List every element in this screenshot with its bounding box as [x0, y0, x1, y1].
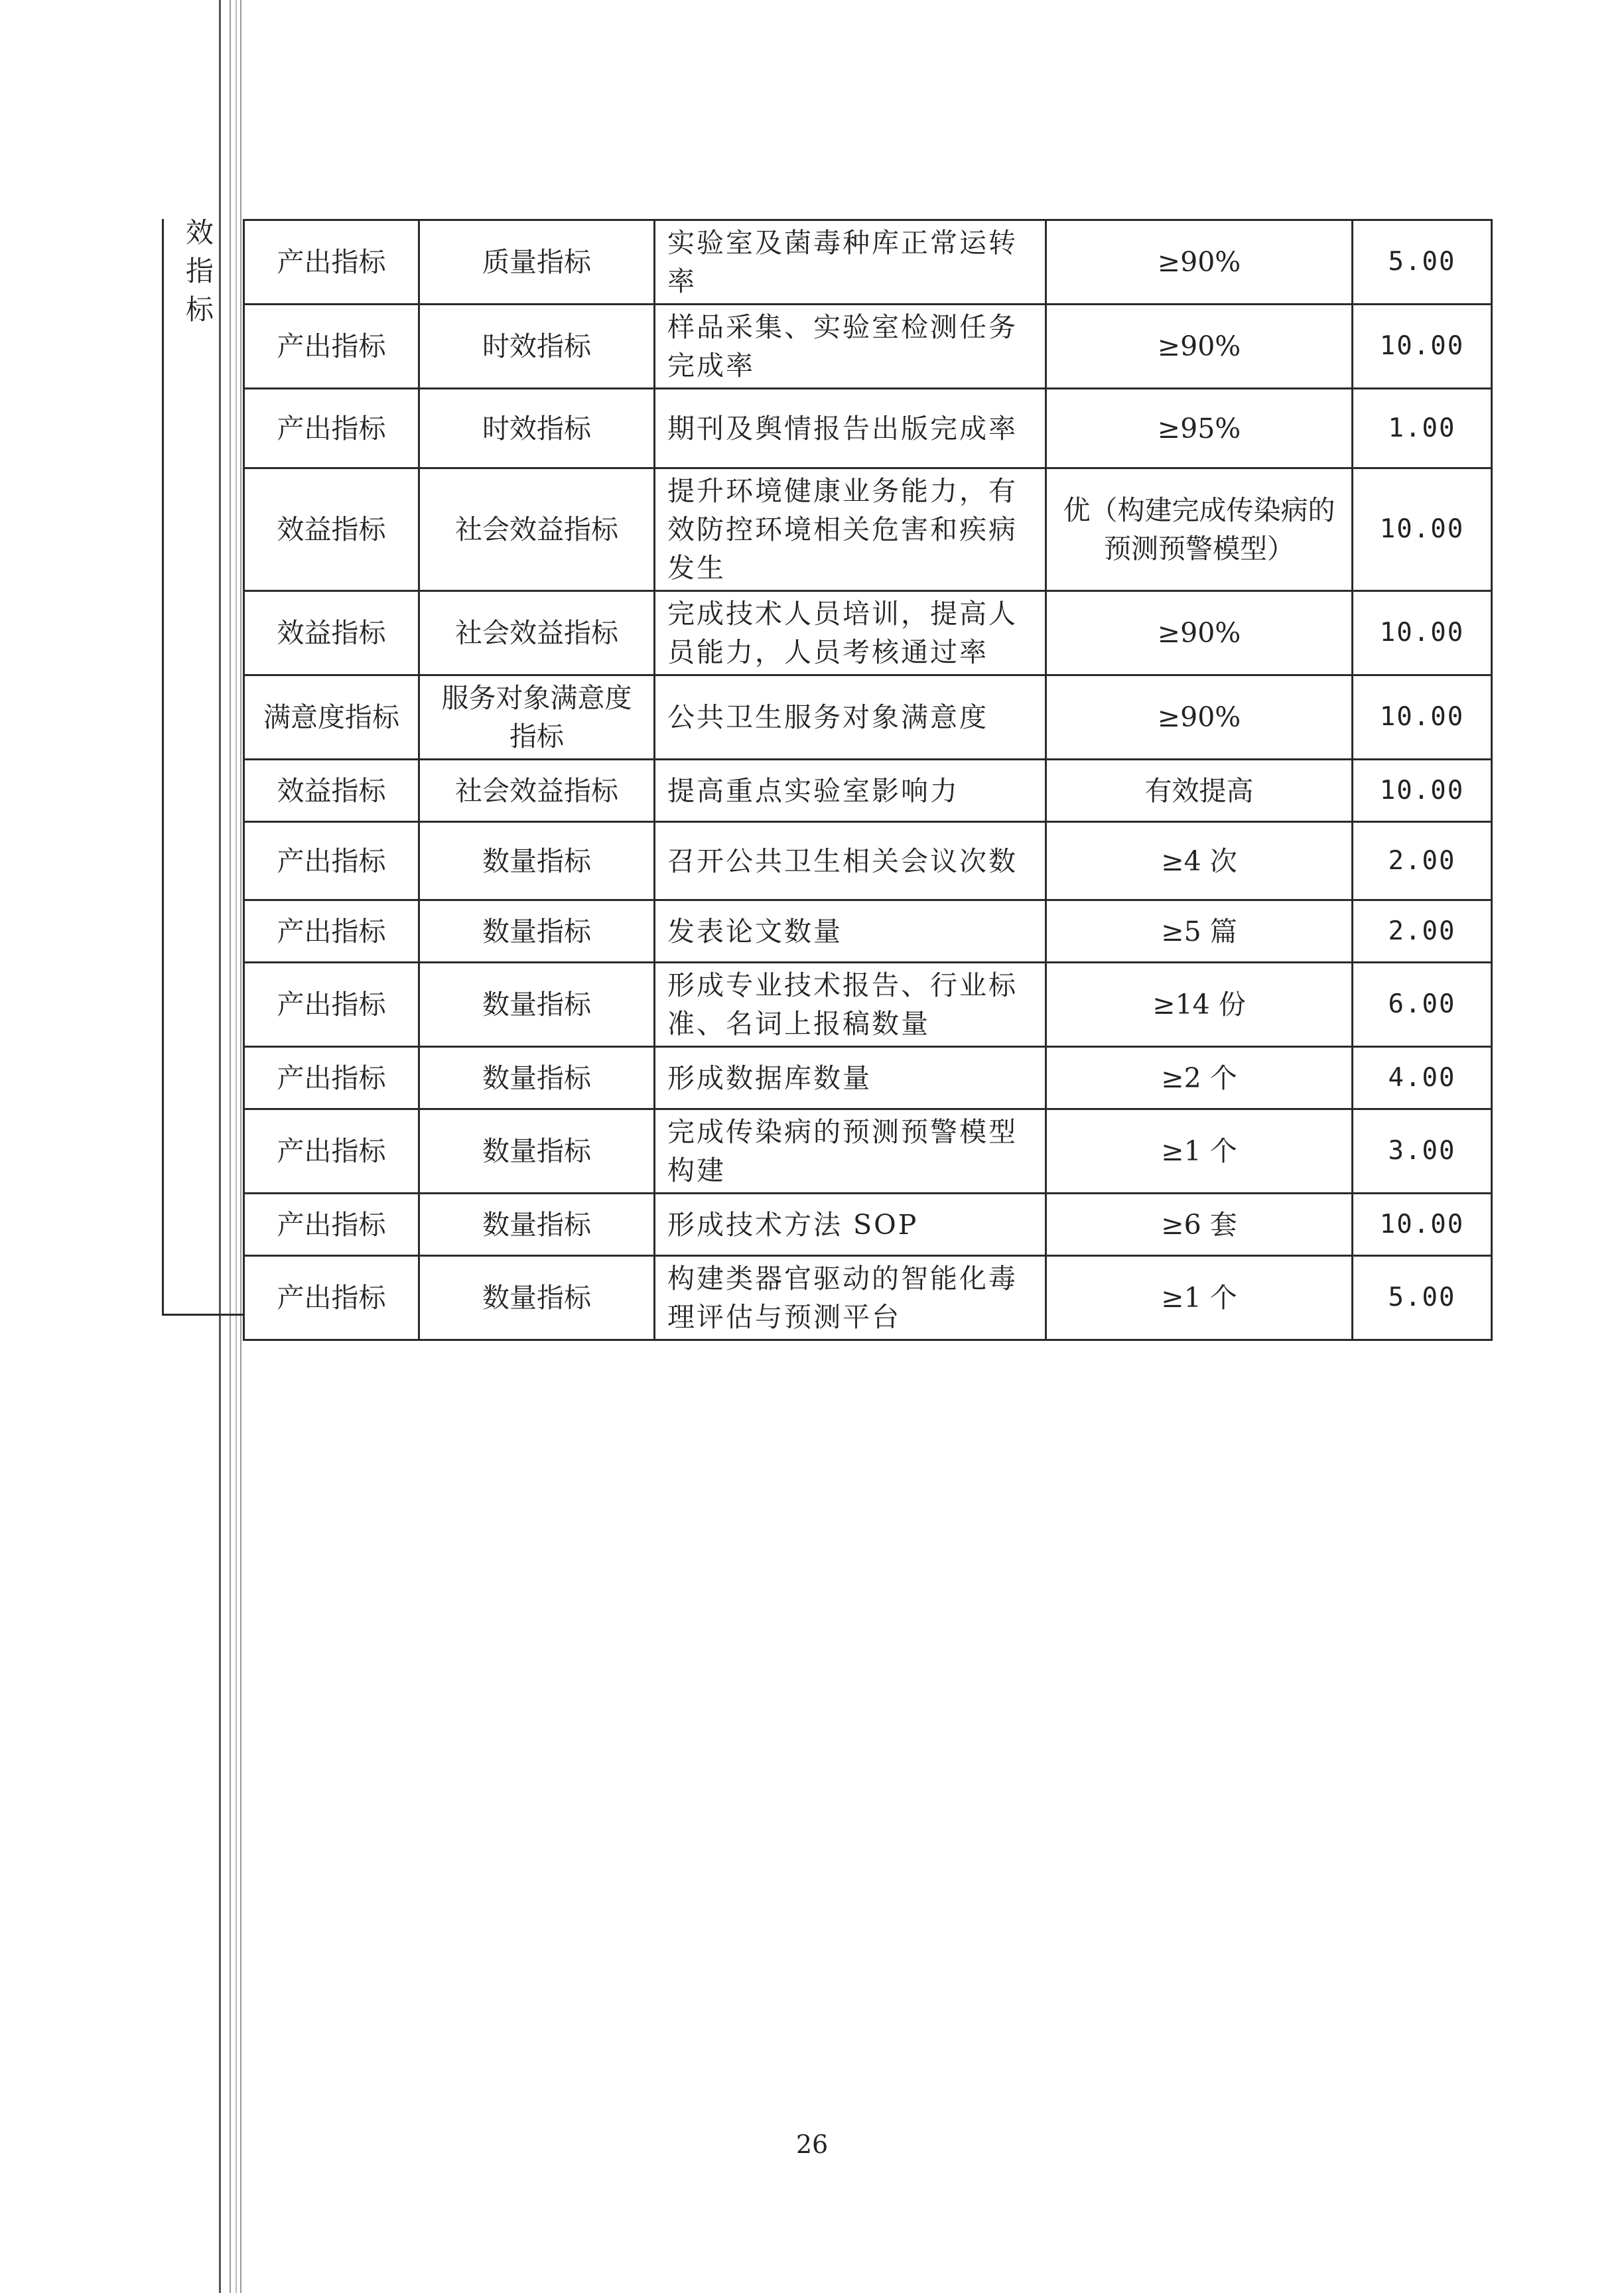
target-value-cell: ≥90% [1046, 675, 1353, 760]
indicator-name-cell: 构建类器官驱动的智能化毒理评估与预测平台 [655, 1256, 1046, 1340]
indicator-name-cell: 提升环境健康业务能力，有效防控环境相关危害和疾病发生 [655, 468, 1046, 591]
indicator-name-cell: 完成技术人员培训，提高人员能力，人员考核通过率 [655, 591, 1046, 675]
section-label-char: 效 [185, 216, 214, 249]
score-cell: 10.00 [1353, 1194, 1492, 1256]
table-row [244, 822, 1492, 900]
target-value-cell: 有效提高 [1046, 760, 1353, 822]
table-row [244, 220, 1492, 305]
indicator-name-cell: 形成技术方法 SOP [655, 1194, 1046, 1256]
indicator-table [243, 219, 1493, 1341]
score-cell: 10.00 [1353, 305, 1492, 389]
score-cell: 5.00 [1353, 220, 1492, 305]
score-cell: 2.00 [1353, 900, 1492, 963]
level1-cell: 产出指标 [244, 900, 419, 963]
table-row [244, 760, 1492, 822]
level1-cell: 产出指标 [244, 963, 419, 1047]
level1-cell: 效益指标 [244, 760, 419, 822]
scan-line [236, 0, 237, 2293]
table-row [244, 1256, 1492, 1340]
target-value-cell: 优（构建完成传染病的预测预警模型） [1046, 468, 1353, 591]
table-frame-bottom [162, 1314, 244, 1316]
level1-cell: 产出指标 [244, 305, 419, 389]
score-cell: 1.00 [1353, 389, 1492, 468]
table-row [244, 305, 1492, 389]
indicator-name-cell: 发表论文数量 [655, 900, 1046, 963]
indicator-name-cell: 公共卫生服务对象满意度 [655, 675, 1046, 760]
scan-line [240, 0, 241, 2293]
score-cell: 10.00 [1353, 760, 1492, 822]
table-row [244, 591, 1492, 675]
level2-cell: 数量指标 [419, 1047, 655, 1109]
level2-cell: 社会效益指标 [419, 468, 655, 591]
table-row [244, 468, 1492, 591]
level2-cell: 质量指标 [419, 220, 655, 305]
level1-cell: 产出指标 [244, 1109, 419, 1194]
score-cell: 6.00 [1353, 963, 1492, 1047]
table-row [244, 389, 1492, 468]
indicator-name-cell: 召开公共卫生相关会议次数 [655, 822, 1046, 900]
level2-cell: 时效指标 [419, 305, 655, 389]
level1-cell: 产出指标 [244, 220, 419, 305]
score-cell: 10.00 [1353, 675, 1492, 760]
level2-cell: 数量指标 [419, 900, 655, 963]
target-value-cell: ≥1 个 [1046, 1256, 1353, 1340]
target-value-cell: ≥5 篇 [1046, 900, 1353, 963]
table-row [244, 1109, 1492, 1194]
indicator-name-cell: 期刊及舆情报告出版完成率 [655, 389, 1046, 468]
level1-cell: 产出指标 [244, 1256, 419, 1340]
target-value-cell: ≥6 套 [1046, 1194, 1353, 1256]
table-row [244, 675, 1492, 760]
level1-cell: 产出指标 [244, 822, 419, 900]
table-row [244, 1047, 1492, 1109]
target-value-cell: ≥14 份 [1046, 963, 1353, 1047]
table-row [244, 963, 1492, 1047]
scan-line [219, 0, 221, 2293]
level2-cell: 数量指标 [419, 1194, 655, 1256]
level1-cell: 产出指标 [244, 1047, 419, 1109]
scan-line [230, 0, 231, 2293]
table-row [244, 900, 1492, 963]
score-cell: 2.00 [1353, 822, 1492, 900]
level2-cell: 数量指标 [419, 963, 655, 1047]
level1-cell: 满意度指标 [244, 675, 419, 760]
indicator-name-cell: 形成专业技术报告、行业标准、名词上报稿数量 [655, 963, 1046, 1047]
target-value-cell: ≥1 个 [1046, 1109, 1353, 1194]
level2-cell: 数量指标 [419, 1109, 655, 1194]
indicator-name-cell: 形成数据库数量 [655, 1047, 1046, 1109]
score-cell: 10.00 [1353, 468, 1492, 591]
score-cell: 10.00 [1353, 591, 1492, 675]
table-body [244, 220, 1492, 1340]
score-cell: 4.00 [1353, 1047, 1492, 1109]
target-value-cell: ≥90% [1046, 591, 1353, 675]
section-label-char: 标 [185, 293, 214, 326]
score-cell: 5.00 [1353, 1256, 1492, 1340]
section-label [179, 214, 220, 329]
score-cell: 3.00 [1353, 1109, 1492, 1194]
level1-cell: 效益指标 [244, 468, 419, 591]
indicator-name-cell: 实验室及菌毒种库正常运转率 [655, 220, 1046, 305]
level1-cell: 效益指标 [244, 591, 419, 675]
target-value-cell: ≥4 次 [1046, 822, 1353, 900]
indicator-name-cell: 完成传染病的预测预警模型构建 [655, 1109, 1046, 1194]
section-label-char: 指 [185, 255, 214, 287]
target-value-cell: ≥95% [1046, 389, 1353, 468]
table-frame-left [162, 219, 164, 1316]
target-value-cell: ≥90% [1046, 220, 1353, 305]
level2-cell: 时效指标 [419, 389, 655, 468]
target-value-cell: ≥90% [1046, 305, 1353, 389]
target-value-cell: ≥2 个 [1046, 1047, 1353, 1109]
level2-cell: 社会效益指标 [419, 591, 655, 675]
level2-cell: 数量指标 [419, 1256, 655, 1340]
level2-cell: 社会效益指标 [419, 760, 655, 822]
indicator-name-cell: 样品采集、实验室检测任务完成率 [655, 305, 1046, 389]
indicator-name-cell: 提高重点实验室影响力 [655, 760, 1046, 822]
level1-cell: 产出指标 [244, 1194, 419, 1256]
page-number: 26 [795, 2130, 829, 2159]
level2-cell: 服务对象满意度指标 [419, 675, 655, 760]
table-row [244, 1194, 1492, 1256]
level1-cell: 产出指标 [244, 389, 419, 468]
level2-cell: 数量指标 [419, 822, 655, 900]
